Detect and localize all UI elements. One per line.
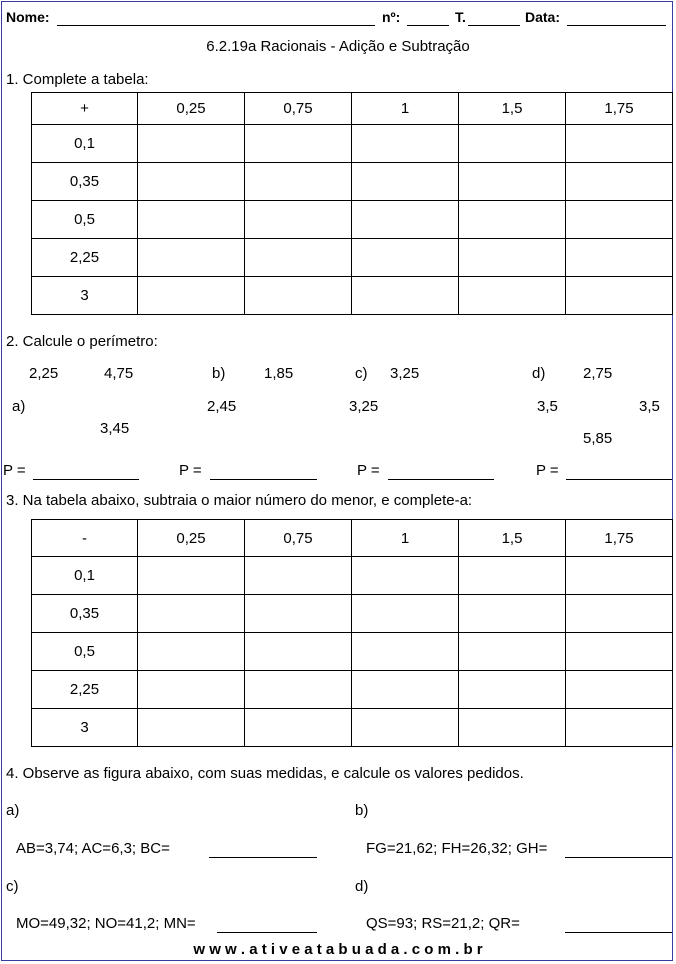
answer-cell[interactable] bbox=[352, 709, 459, 747]
q4-d-answer-line[interactable] bbox=[565, 932, 672, 933]
a-value: 2,25 bbox=[29, 365, 59, 382]
d-value: 2,75 bbox=[583, 365, 613, 382]
answer-cell[interactable] bbox=[352, 557, 459, 595]
answer-cell[interactable] bbox=[352, 239, 459, 277]
answer-cell[interactable] bbox=[245, 671, 352, 709]
b-value: 2,45 bbox=[207, 398, 237, 415]
answer-cell[interactable] bbox=[566, 709, 673, 747]
answer-cell[interactable] bbox=[566, 557, 673, 595]
answer-cell[interactable] bbox=[459, 557, 566, 595]
a-value: 3,45 bbox=[100, 420, 130, 437]
d-value: 5,85 bbox=[583, 430, 613, 447]
answer-cell[interactable] bbox=[459, 671, 566, 709]
column-header: 0,25 bbox=[138, 520, 245, 557]
column-header: 1,75 bbox=[566, 520, 673, 557]
answer-cell[interactable] bbox=[566, 201, 673, 239]
a-label: a) bbox=[12, 398, 26, 415]
answer-cell[interactable] bbox=[352, 595, 459, 633]
answer-cell[interactable] bbox=[352, 125, 459, 163]
perimeter-label: P = bbox=[357, 462, 380, 479]
footer-website: w w w . a t i v e a t a b u a d a . c o m . b r bbox=[193, 941, 483, 958]
table-operator: - bbox=[32, 520, 138, 557]
answer-cell[interactable] bbox=[566, 163, 673, 201]
answer-cell[interactable] bbox=[352, 201, 459, 239]
answer-cell[interactable] bbox=[459, 201, 566, 239]
column-header: 1,75 bbox=[566, 93, 673, 125]
answer-cell[interactable] bbox=[459, 595, 566, 633]
b-value: 1,85 bbox=[264, 365, 294, 382]
row-header: 0,35 bbox=[32, 163, 138, 201]
a-value: 4,75 bbox=[104, 365, 134, 382]
answer-cell[interactable] bbox=[459, 239, 566, 277]
answer-cell[interactable] bbox=[138, 125, 245, 163]
perimeter-label: P = bbox=[536, 462, 559, 479]
answer-cell[interactable] bbox=[245, 163, 352, 201]
number-label: nº: bbox=[382, 9, 401, 25]
q4-c-text: MO=49,32; NO=41,2; MN= bbox=[16, 915, 196, 932]
name-label: Nome: bbox=[6, 9, 50, 25]
answer-cell[interactable] bbox=[566, 125, 673, 163]
answer-cell[interactable] bbox=[245, 709, 352, 747]
answer-cell[interactable] bbox=[245, 595, 352, 633]
column-header: 1 bbox=[352, 520, 459, 557]
column-header: 0,25 bbox=[138, 93, 245, 125]
answer-cell[interactable] bbox=[566, 277, 673, 315]
answer-cell[interactable] bbox=[352, 277, 459, 315]
answer-cell[interactable] bbox=[138, 709, 245, 747]
c-value: 3,25 bbox=[390, 365, 420, 382]
answer-cell[interactable] bbox=[566, 239, 673, 277]
answer-cell[interactable] bbox=[138, 201, 245, 239]
row-header: 0,5 bbox=[32, 201, 138, 239]
q4-a-label: a) bbox=[6, 802, 20, 819]
answer-cell[interactable] bbox=[459, 633, 566, 671]
answer-cell[interactable] bbox=[138, 277, 245, 315]
column-header: 0,75 bbox=[245, 520, 352, 557]
q2-prompt: 2. Calcule o perímetro: bbox=[6, 333, 158, 350]
perimeter-label: P = bbox=[3, 462, 26, 479]
column-header: 1 bbox=[352, 93, 459, 125]
answer-cell[interactable] bbox=[138, 163, 245, 201]
column-header: 1,5 bbox=[459, 93, 566, 125]
q4-b-answer-line[interactable] bbox=[565, 857, 672, 858]
answer-cell[interactable] bbox=[459, 163, 566, 201]
row-header: 0,1 bbox=[32, 557, 138, 595]
column-header: 1,5 bbox=[459, 520, 566, 557]
answer-cell[interactable] bbox=[566, 671, 673, 709]
answer-cell[interactable] bbox=[245, 277, 352, 315]
answer-cell[interactable] bbox=[459, 125, 566, 163]
b-label: b) bbox=[212, 365, 226, 382]
name-field[interactable] bbox=[57, 25, 375, 26]
q3-prompt: 3. Na tabela abaixo, subtraia o maior número do menor, e complete-a: bbox=[6, 492, 473, 509]
q1-prompt: 1. Complete a tabela: bbox=[6, 71, 149, 88]
answer-cell[interactable] bbox=[245, 201, 352, 239]
page-title: 6.2.19a Racionais - Adição e Subtração bbox=[206, 38, 470, 55]
q4-prompt: 4. Observe as figura abaixo, com suas medidas, e calcule os valores pedidos. bbox=[6, 765, 524, 782]
row-header: 3 bbox=[32, 277, 138, 315]
q4-a-answer-line[interactable] bbox=[209, 857, 317, 858]
answer-cell[interactable] bbox=[352, 633, 459, 671]
perimeter-answer-line[interactable] bbox=[210, 479, 317, 480]
answer-cell[interactable] bbox=[245, 125, 352, 163]
answer-cell[interactable] bbox=[245, 239, 352, 277]
q4-d-label: d) bbox=[355, 878, 369, 895]
q4-c-label: c) bbox=[6, 878, 19, 895]
perimeter-answer-line[interactable] bbox=[566, 479, 672, 480]
table-operator: + bbox=[32, 93, 138, 125]
row-header: 0,5 bbox=[32, 633, 138, 671]
answer-cell[interactable] bbox=[566, 595, 673, 633]
answer-cell[interactable] bbox=[352, 671, 459, 709]
row-header: 2,25 bbox=[32, 239, 138, 277]
answer-cell[interactable] bbox=[138, 671, 245, 709]
q4-c-answer-line[interactable] bbox=[217, 932, 317, 933]
answer-cell[interactable] bbox=[459, 277, 566, 315]
number-field[interactable] bbox=[407, 25, 449, 26]
perimeter-answer-line[interactable] bbox=[388, 479, 494, 480]
class-field[interactable] bbox=[468, 25, 520, 26]
date-label: Data: bbox=[525, 9, 561, 25]
row-header: 3 bbox=[32, 709, 138, 747]
class-label: T. bbox=[455, 9, 466, 25]
q4-d-text: QS=93; RS=21,2; QR= bbox=[366, 915, 520, 932]
d-label: d) bbox=[532, 365, 546, 382]
d-value: 3,5 bbox=[639, 398, 660, 415]
q4-a-text: AB=3,74; AC=6,3; BC= bbox=[16, 840, 170, 857]
answer-cell[interactable] bbox=[245, 633, 352, 671]
c-value: 3,25 bbox=[349, 398, 379, 415]
row-header: 2,25 bbox=[32, 671, 138, 709]
date-field[interactable] bbox=[567, 25, 666, 26]
column-header: 0,75 bbox=[245, 93, 352, 125]
answer-cell[interactable] bbox=[352, 163, 459, 201]
answer-cell[interactable] bbox=[566, 633, 673, 671]
c-label: c) bbox=[355, 365, 368, 382]
q4-b-label: b) bbox=[355, 802, 369, 819]
perimeter-answer-line[interactable] bbox=[33, 479, 139, 480]
q4-b-text: FG=21,62; FH=26,32; GH= bbox=[366, 840, 548, 857]
subtraction-table bbox=[31, 519, 673, 747]
addition-table bbox=[31, 92, 673, 315]
answer-cell[interactable] bbox=[459, 709, 566, 747]
perimeter-label: P = bbox=[179, 462, 202, 479]
d-value: 3,5 bbox=[537, 398, 558, 415]
answer-cell[interactable] bbox=[138, 557, 245, 595]
answer-cell[interactable] bbox=[138, 595, 245, 633]
row-header: 0,1 bbox=[32, 125, 138, 163]
answer-cell[interactable] bbox=[138, 633, 245, 671]
row-header: 0,35 bbox=[32, 595, 138, 633]
answer-cell[interactable] bbox=[138, 239, 245, 277]
answer-cell[interactable] bbox=[245, 557, 352, 595]
